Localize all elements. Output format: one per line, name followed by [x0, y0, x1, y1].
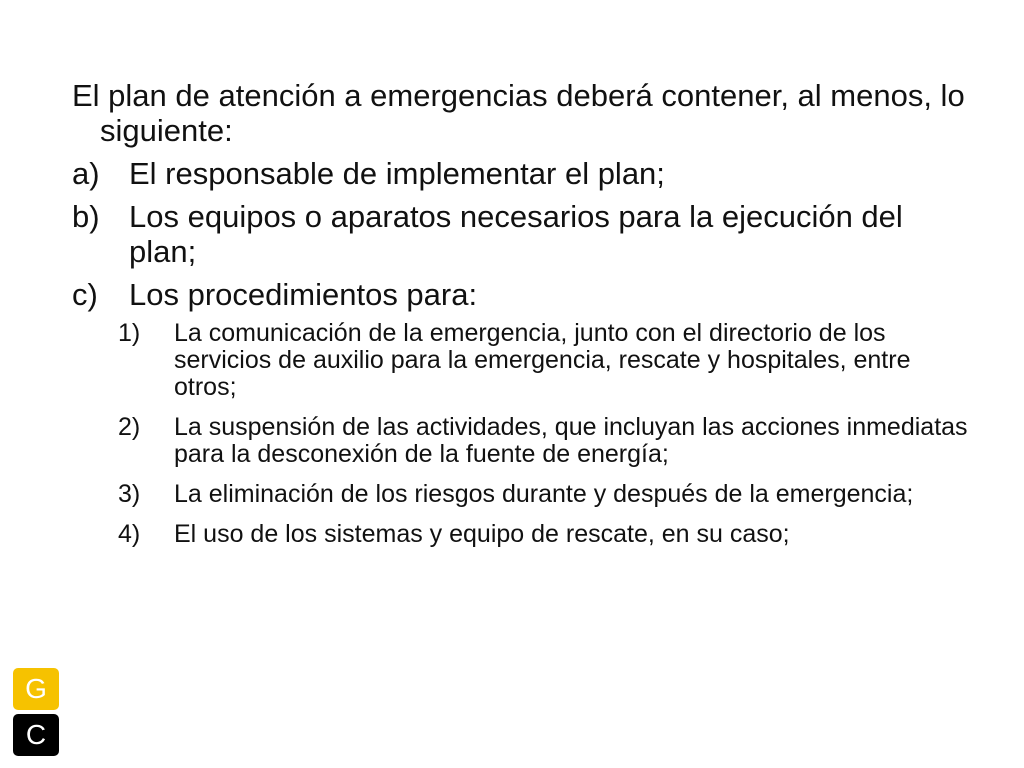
sublist-text-2: La suspensión de las actividades, que incluyan las acciones inmediatas para la desconexión de la fuente de energía; — [174, 413, 968, 468]
sublist-text-1: La comunicación de la emergencia, junto con el directorio de los servicios de auxilio para la emergencia, rescate y hospitales, entre otros; — [174, 319, 911, 401]
sublist-marker-4: 4) — [118, 520, 141, 548]
sublist-marker-3: 3) — [118, 480, 141, 508]
sublist-item-4 — [72, 521, 972, 548]
list-marker-c: c) — [72, 277, 98, 312]
list-text-b: Los equipos o aparatos necesarios para la ejecución del plan; — [129, 199, 903, 269]
procedures-sublist — [72, 320, 972, 548]
list-item-a — [72, 156, 972, 191]
slide-content — [72, 78, 972, 561]
sublist-marker-2: 2) — [118, 413, 141, 441]
c-badge-button[interactable]: C — [13, 714, 59, 756]
list-item-b — [72, 199, 972, 269]
intro-text: El plan de atención a emergencias deberá contener, al menos, lo siguiente: — [72, 78, 965, 148]
sublist-text-4: El uso de los sistemas y equipo de rescate, en su caso; — [174, 520, 790, 548]
sublist-marker-1: 1) — [118, 319, 141, 347]
list-marker-b: b) — [72, 199, 100, 234]
list-text-c: Los procedimientos para: — [129, 277, 478, 312]
list-marker-a: a) — [72, 156, 100, 191]
sublist-item-3 — [72, 481, 972, 508]
g-badge-button[interactable]: G — [13, 668, 59, 710]
sublist-text-3: La eliminación de los riesgos durante y después de la emergencia; — [174, 480, 914, 508]
sublist-item-2 — [72, 414, 972, 468]
list-text-a: El responsable de implementar el plan; — [129, 156, 665, 191]
sublist-item-1 — [72, 320, 972, 401]
list-item-c — [72, 277, 972, 312]
